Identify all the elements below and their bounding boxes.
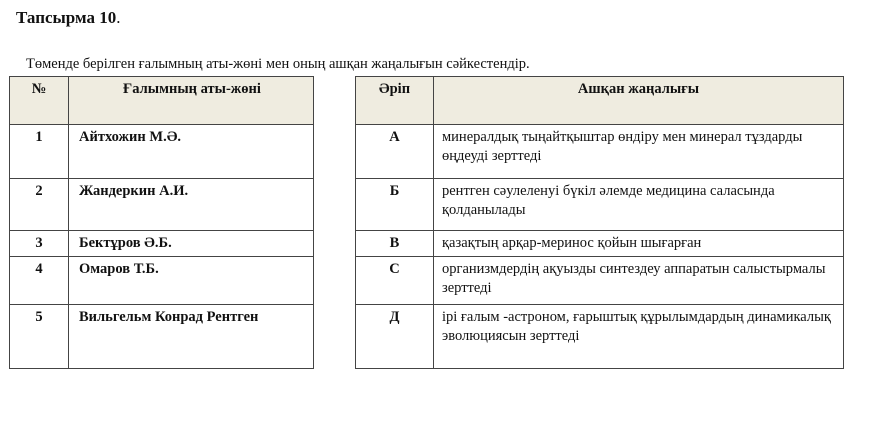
discoveries-table: [355, 76, 844, 369]
table-row: [356, 257, 844, 305]
scientists-table: [9, 76, 314, 369]
scientists-header-row: [10, 77, 314, 125]
row-number: 1: [10, 125, 69, 179]
header-letter: Әріп: [356, 77, 434, 125]
scientist-name: Жандеркин А.И.: [69, 179, 314, 231]
row-number: 5: [10, 305, 69, 369]
header-scientist-name: Ғалымның аты-жөні: [69, 77, 314, 125]
discovery-text: организмдердің ақуызды синтездеу аппаратын салыстырмалы зерттеді: [434, 257, 844, 305]
table-row: [356, 179, 844, 231]
table-row: [10, 125, 314, 179]
row-number: 4: [10, 257, 69, 305]
scientist-name: Бектұров Ә.Б.: [69, 231, 314, 257]
table-row: [356, 305, 844, 369]
scientist-name: Айтхожин М.Ә.: [69, 125, 314, 179]
table-row: [10, 305, 314, 369]
discovery-text: рентген сәулеленуі бүкіл әлемде медицина саласында қолданылады: [434, 179, 844, 231]
task-title-dot: .: [116, 8, 121, 27]
row-letter: С: [356, 257, 434, 305]
header-discovery: Ашқан жаңалығы: [434, 77, 844, 125]
instruction-text: Төменде берілген ғалымның аты-жөні мен оның ашқан жаңалығын сәйкестендір.: [26, 56, 530, 72]
row-number: 3: [10, 231, 69, 257]
row-letter: Д: [356, 305, 434, 369]
discoveries-header-row: [356, 77, 844, 125]
table-row: [356, 125, 844, 179]
discovery-text: минералдық тыңайтқыштар өндіру мен минерал тұздарды өңдеуді зерттеді: [434, 125, 844, 179]
table-row: [356, 231, 844, 257]
row-letter: В: [356, 231, 434, 257]
header-number: №: [10, 77, 69, 125]
discovery-text: қазақтың арқар-меринос қойын шығарған: [434, 231, 844, 257]
task-title: [16, 8, 120, 28]
scientist-name: Омаров Т.Б.: [69, 257, 314, 305]
scientist-name: Вильгельм Конрад Рентген: [69, 305, 314, 369]
row-letter: Б: [356, 179, 434, 231]
row-number: 2: [10, 179, 69, 231]
table-row: [10, 179, 314, 231]
table-row: [10, 257, 314, 305]
row-letter: А: [356, 125, 434, 179]
discovery-text: ірі ғалым -астроном, ғарыштық құрылымдардың динамикалық эволюциясын зерттеді: [434, 305, 844, 369]
task-title-text: Тапсырма 10: [16, 8, 117, 27]
table-row: [10, 231, 314, 257]
